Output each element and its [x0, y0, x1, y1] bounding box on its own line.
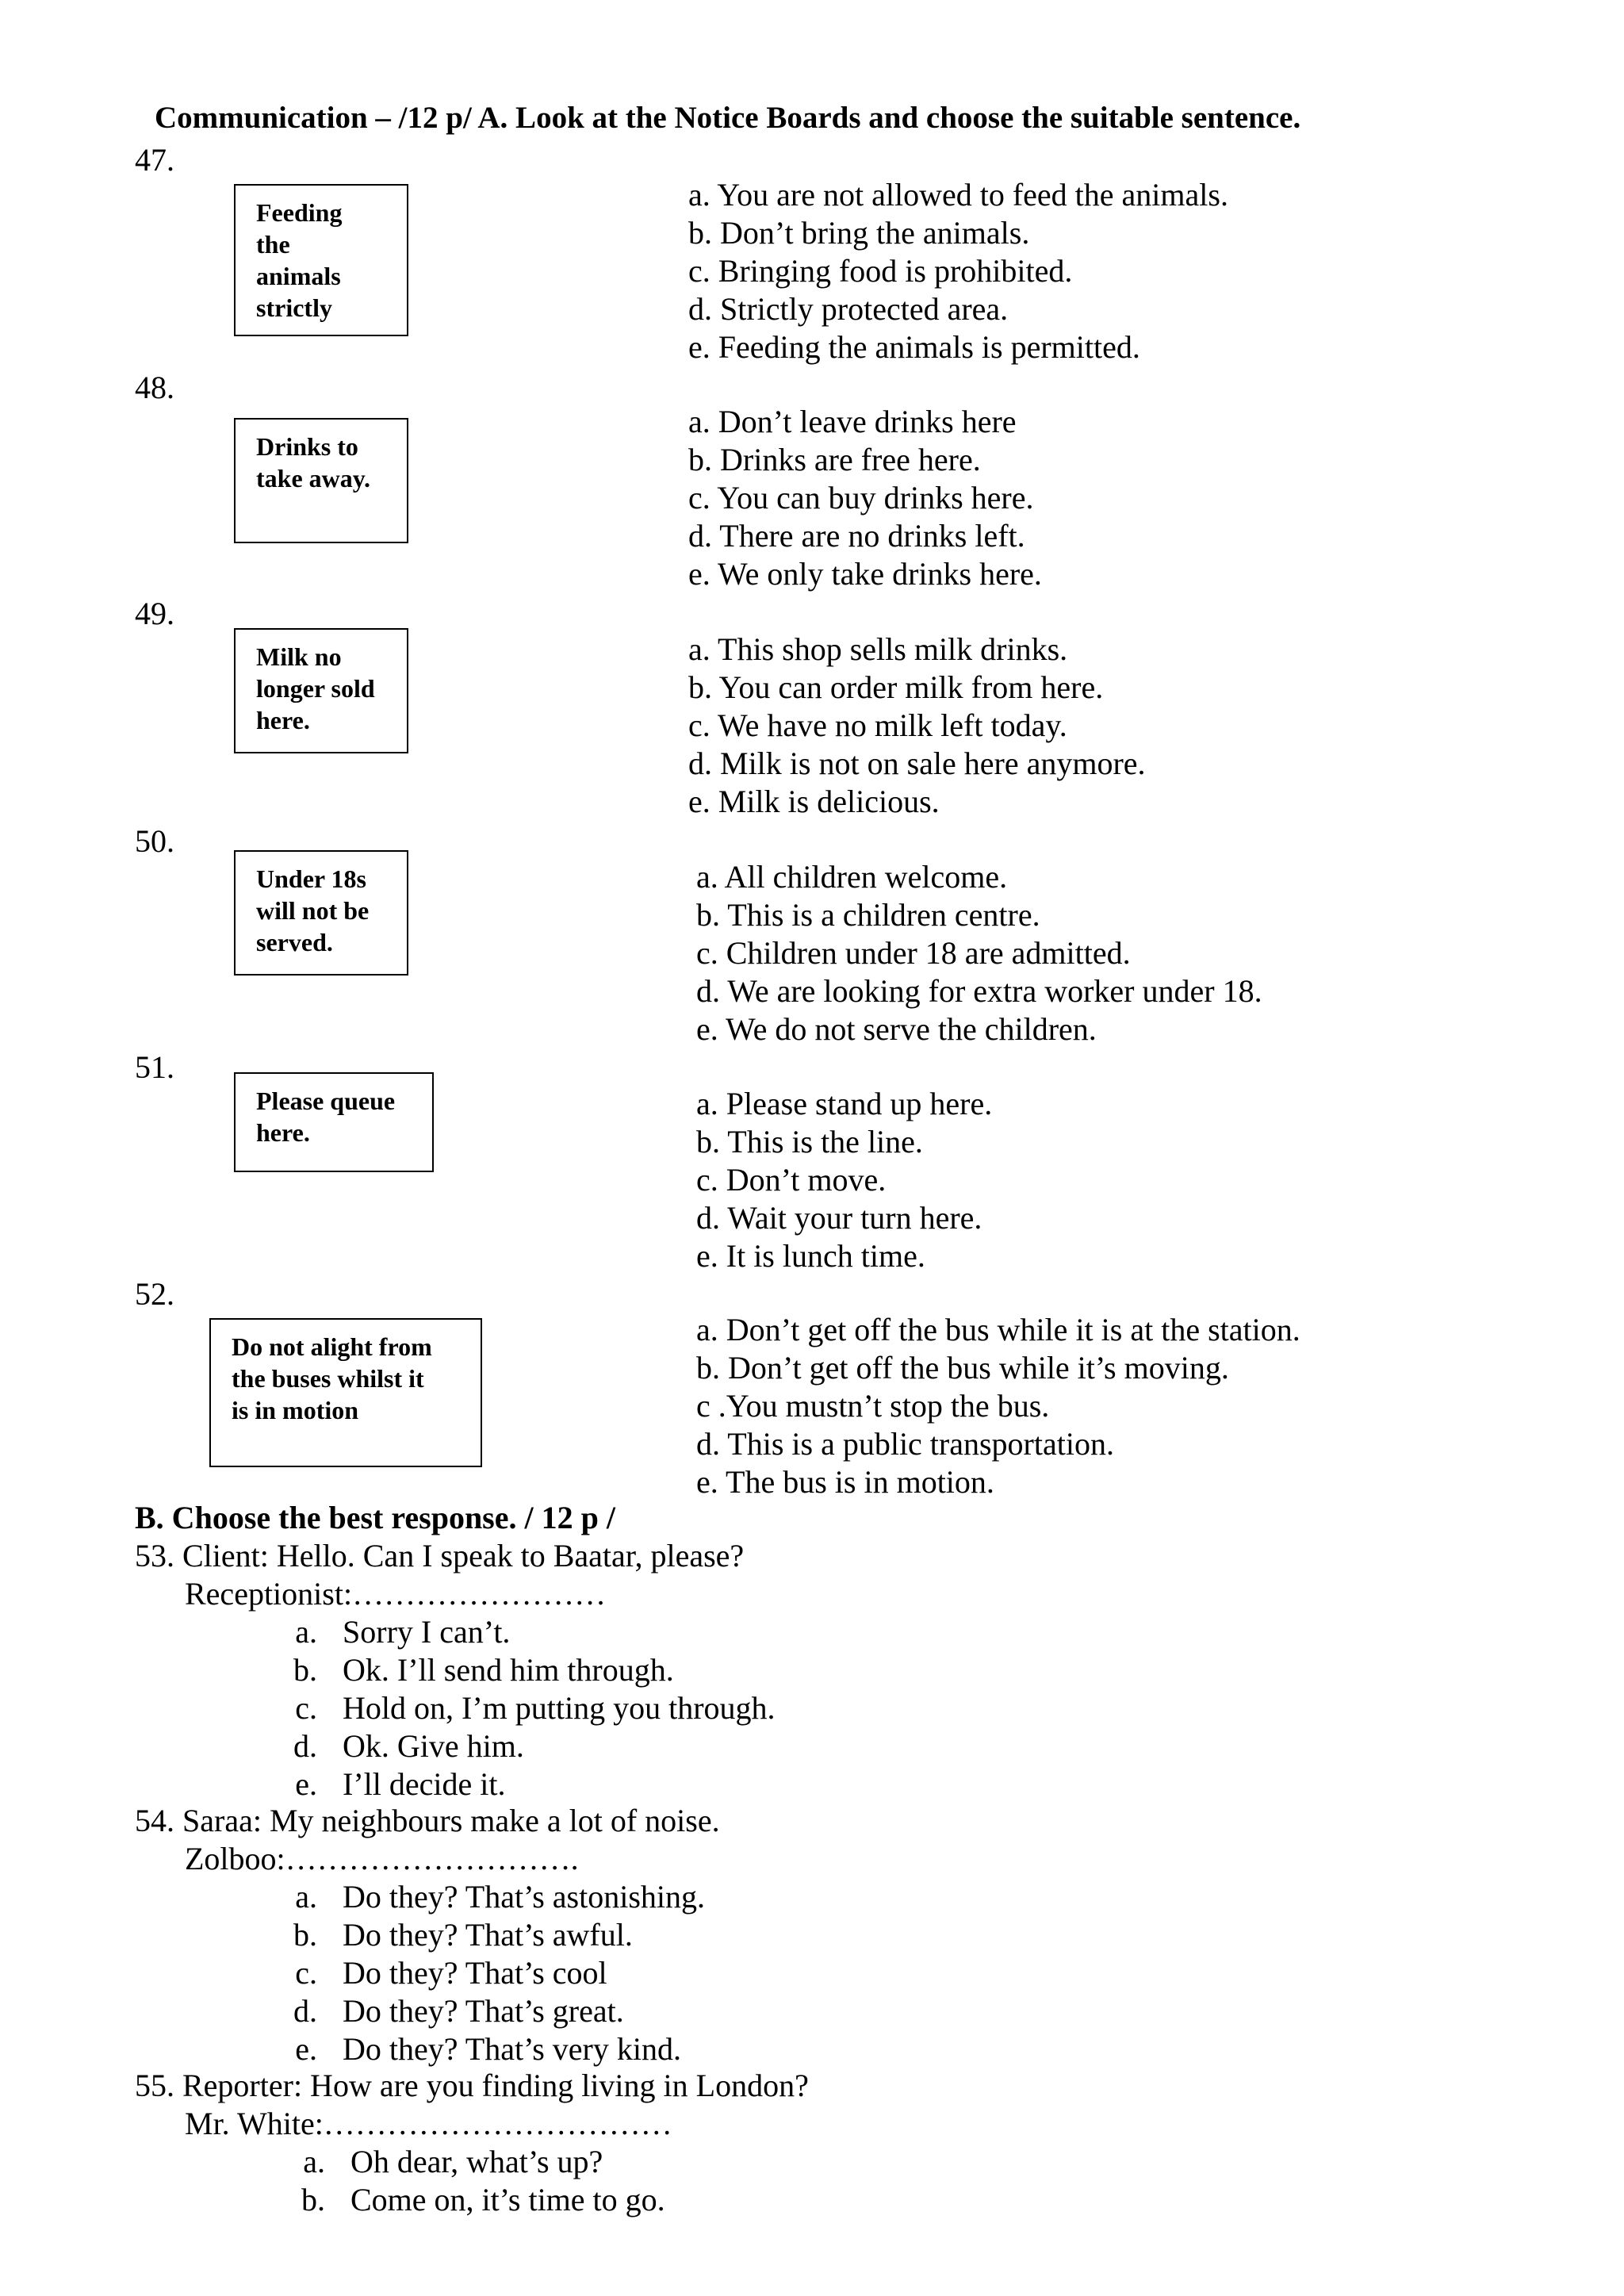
response-d[interactable]: [270, 1992, 705, 2030]
option-a[interactable]: a. All children welcome.: [696, 859, 1008, 895]
response-list: [270, 1613, 776, 1803]
option-d[interactable]: d. Wait your turn here.: [696, 1200, 982, 1236]
response-letter: d.: [293, 1728, 317, 1764]
question-prompt: 54. Saraa: My neighbours make a lot of noise.: [135, 1803, 720, 1838]
option-c[interactable]: c .You mustn’t stop the bus.: [696, 1388, 1050, 1424]
response-c[interactable]: [270, 1689, 776, 1727]
response-b[interactable]: [270, 1651, 776, 1689]
option-c[interactable]: c. Children under 18 are admitted.: [696, 935, 1131, 971]
option-d[interactable]: d. We are looking for extra worker under 18.: [696, 973, 1262, 1009]
option-list: [688, 403, 1042, 593]
notice-board: Feeding the animals strictly: [234, 184, 408, 336]
response-e[interactable]: [270, 1765, 776, 1803]
response-letter: d.: [293, 1993, 317, 2029]
option-a[interactable]: a. You are not allowed to feed the animals.: [688, 177, 1228, 213]
response-list: [278, 2143, 665, 2219]
option-a[interactable]: a. Don’t leave drinks here: [688, 404, 1017, 439]
response-b[interactable]: [270, 1916, 705, 1954]
response-text: Do they? That’s awful.: [343, 1917, 633, 1953]
notice-board: Do not alight from the buses whilst it is in motion: [209, 1318, 482, 1467]
option-c[interactable]: c. Bringing food is prohibited.: [688, 253, 1073, 289]
option-b[interactable]: b. This is the line.: [696, 1124, 923, 1159]
response-text: I’ll decide it.: [343, 1766, 506, 1802]
response-text: Oh dear, what’s up?: [350, 2144, 603, 2179]
option-e[interactable]: e. It is lunch time.: [696, 1238, 925, 1274]
option-d[interactable]: d. There are no drinks left.: [688, 518, 1025, 554]
option-e[interactable]: e. We only take drinks here.: [688, 556, 1042, 592]
section-a-title: Communication – /12 p/ A. Look at the Notice Boards and choose the suitable sentence.: [155, 101, 1301, 135]
response-letter: c.: [295, 1955, 317, 1991]
response-text: Sorry I can’t.: [343, 1614, 511, 1650]
question-number: 48.: [135, 370, 174, 405]
option-d[interactable]: d. Milk is not on sale here anymore.: [688, 746, 1146, 781]
option-b[interactable]: b. You can order milk from here.: [688, 669, 1104, 705]
response-text: Come on, it’s time to go.: [350, 2182, 665, 2217]
response-list: [270, 1878, 705, 2068]
question-number: 51.: [135, 1049, 174, 1085]
option-list: [688, 176, 1228, 366]
question-number: 47.: [135, 142, 174, 178]
response-a[interactable]: [278, 2143, 665, 2181]
option-d[interactable]: d. This is a public transportation.: [696, 1426, 1114, 1462]
response-letter: a.: [303, 2144, 325, 2179]
response-text: Do they? That’s very kind.: [343, 2031, 681, 2067]
response-b[interactable]: [278, 2181, 665, 2219]
option-b[interactable]: b. Don’t bring the animals.: [688, 215, 1030, 251]
response-c[interactable]: [270, 1954, 705, 1992]
option-b[interactable]: b. Don’t get off the bus while it’s moving.: [696, 1350, 1229, 1386]
option-d[interactable]: d. Strictly protected area.: [688, 291, 1009, 327]
option-list: [696, 1311, 1300, 1501]
option-e[interactable]: e. Milk is delicious.: [688, 784, 940, 819]
notice-board: Under 18s will not be served.: [234, 850, 408, 976]
response-letter: b.: [301, 2182, 325, 2217]
question-number: 50.: [135, 823, 174, 859]
response-text: Do they? That’s astonishing.: [343, 1879, 705, 1915]
reply-blank: Zolboo:……………………….: [185, 1841, 579, 1876]
response-letter: a.: [295, 1614, 317, 1650]
response-letter: c.: [295, 1690, 317, 1726]
question-prompt: 55. Reporter: How are you finding living in London?: [135, 2068, 809, 2103]
option-c[interactable]: c. Don’t move.: [696, 1162, 887, 1198]
option-list: [696, 858, 1262, 1048]
option-c[interactable]: c. You can buy drinks here.: [688, 480, 1034, 516]
response-a[interactable]: [270, 1613, 776, 1651]
response-e[interactable]: [270, 2030, 705, 2068]
option-c[interactable]: c. We have no milk left today.: [688, 707, 1067, 743]
option-e[interactable]: e. The bus is in motion.: [696, 1464, 994, 1500]
response-letter: b.: [293, 1652, 317, 1688]
notice-board: Drinks to take away.: [234, 418, 408, 543]
response-letter: a.: [295, 1879, 317, 1915]
response-letter: e.: [295, 1766, 317, 1802]
response-text: Ok. I’ll send him through.: [343, 1652, 674, 1688]
question-number: 49.: [135, 596, 174, 631]
response-a[interactable]: [270, 1878, 705, 1916]
response-letter: b.: [293, 1917, 317, 1953]
option-b[interactable]: b. Drinks are free here.: [688, 442, 981, 477]
reply-blank: Mr. White:……………………………: [185, 2106, 672, 2141]
question-prompt: 53. Client: Hello. Can I speak to Baatar, please?: [135, 1538, 745, 1573]
response-text: Ok. Give him.: [343, 1728, 524, 1764]
notice-board: Please queue here.: [234, 1072, 434, 1172]
response-text: Do they? That’s cool: [343, 1955, 607, 1991]
reply-blank: Receptionist:……………………: [185, 1576, 607, 1612]
response-text: Do they? That’s great.: [343, 1993, 624, 2029]
option-list: [696, 1085, 992, 1275]
option-e[interactable]: e. We do not serve the children.: [696, 1011, 1097, 1047]
option-list: [688, 631, 1146, 821]
option-a[interactable]: a. Please stand up here.: [696, 1086, 993, 1121]
option-a[interactable]: a. Don’t get off the bus while it is at the station.: [696, 1312, 1300, 1347]
notice-board: Milk no longer sold here.: [234, 628, 408, 753]
question-number: 52.: [135, 1276, 174, 1312]
response-text: Hold on, I’m putting you through.: [343, 1690, 776, 1726]
option-b[interactable]: b. This is a children centre.: [696, 897, 1040, 933]
option-e[interactable]: e. Feeding the animals is permitted.: [688, 329, 1140, 365]
response-d[interactable]: [270, 1727, 776, 1765]
section-b-title: B. Choose the best response. / 12 p /: [135, 1500, 615, 1535]
response-letter: e.: [295, 2031, 317, 2067]
option-a[interactable]: a. This shop sells milk drinks.: [688, 631, 1068, 667]
